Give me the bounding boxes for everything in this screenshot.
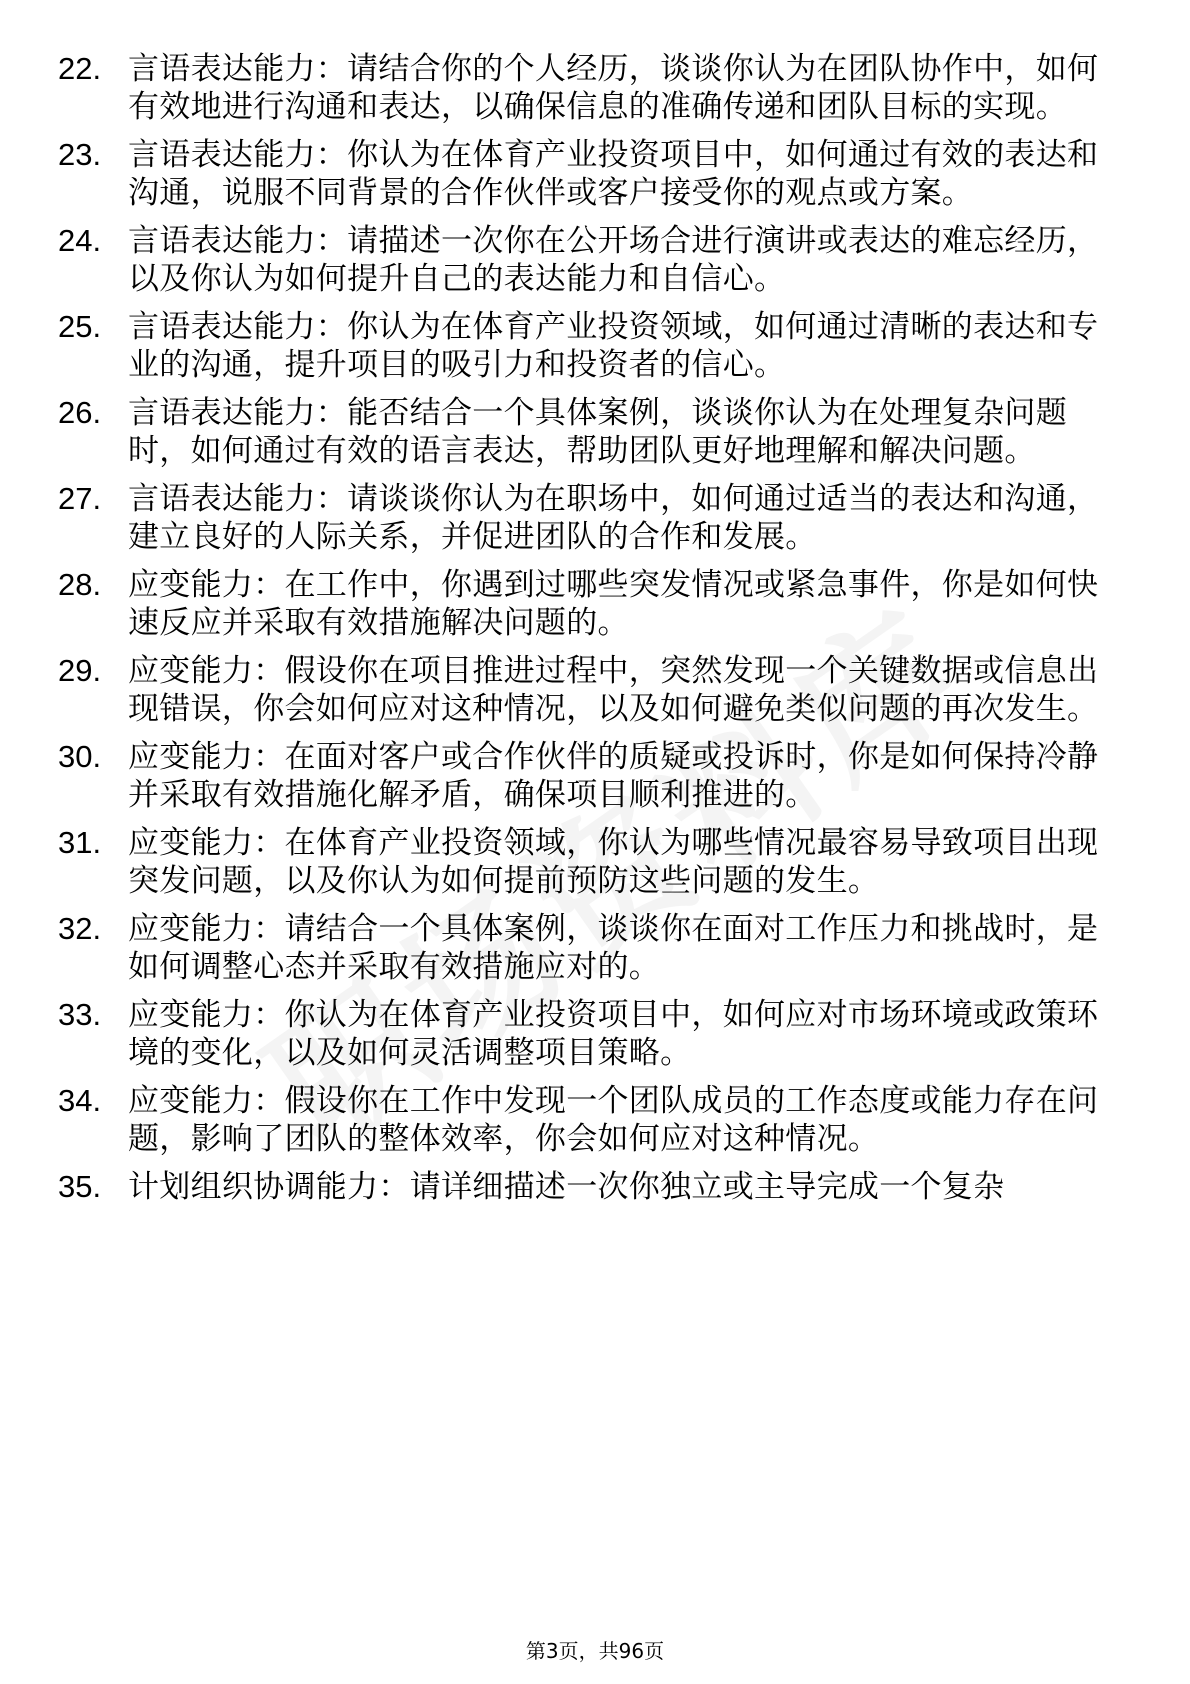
list-item [0, 394, 1190, 470]
question-number: 34. [58, 1083, 102, 1118]
question-text: 言语表达能力：能否结合一个具体案例，谈谈你认为在处理复杂问题时，如何通过有效的语言表达，帮助团队更好地理解和解决问题。 [128, 395, 1067, 469]
list-item [0, 824, 1190, 900]
question-number: 31. [58, 825, 102, 860]
question-text: 言语表达能力：请结合你的个人经历，谈谈你认为在团队协作中，如何有效地进行沟通和表达，以确保信息的准确传递和团队目标的实现。 [128, 51, 1099, 125]
question-number: 23. [58, 137, 102, 172]
question-number: 29. [58, 653, 102, 688]
question-text: 应变能力：请结合一个具体案例，谈谈你在面对工作压力和挑战时，是如何调整心态并采取有效措施应对的。 [128, 911, 1099, 985]
question-number: 27. [58, 481, 102, 516]
question-text: 应变能力：假设你在项目推进过程中，突然发现一个关键数据或信息出现错误，你会如何应对这种情况，以及如何避免类似问题的再次发生。 [128, 653, 1099, 727]
question-text: 计划组织协调能力：请详细描述一次你独立或主导完成一个复杂 [128, 1169, 1005, 1205]
question-number: 30. [58, 739, 102, 774]
question-number: 26. [58, 395, 102, 430]
question-text: 言语表达能力：请谈谈你认为在职场中，如何通过适当的表达和沟通，建立良好的人际关系，并促进团队的合作和发展。 [128, 481, 1099, 555]
page-number-footer: 第3页，共96页 [525, 1639, 665, 1663]
question-number: 28. [58, 567, 102, 602]
list-item [0, 480, 1190, 556]
list-item [0, 308, 1190, 384]
question-text: 言语表达能力：你认为在体育产业投资领域，如何通过清晰的表达和专业的沟通，提升项目的吸引力和投资者的信心。 [128, 309, 1099, 383]
list-item [0, 652, 1190, 728]
question-text: 应变能力：在面对客户或合作伙伴的质疑或投诉时，你是如何保持冷静并采取有效措施化解矛盾，确保项目顺利推进的。 [128, 739, 1099, 813]
list-item [0, 222, 1190, 298]
list-item [0, 50, 1190, 126]
question-text: 言语表达能力：你认为在体育产业投资项目中，如何通过有效的表达和沟通，说服不同背景的合作伙伴或客户接受你的观点或方案。 [128, 137, 1099, 211]
list-item [0, 910, 1190, 986]
list-item [0, 1082, 1190, 1158]
question-number: 35. [58, 1169, 102, 1204]
question-text: 应变能力：在工作中，你遇到过哪些突发情况或紧急事件，你是如何快速反应并采取有效措施解决问题的。 [128, 567, 1099, 641]
list-item [0, 566, 1190, 642]
question-list [0, 50, 1190, 1216]
question-number: 32. [58, 911, 102, 946]
question-text: 应变能力：假设你在工作中发现一个团队成员的工作态度或能力存在问题，影响了团队的整体效率，你会如何应对这种情况。 [128, 1083, 1099, 1157]
question-text: 言语表达能力：请描述一次你在公开场合进行演讲或表达的难忘经历，以及你认为如何提升自己的表达能力和自信心。 [128, 223, 1099, 297]
question-text: 应变能力：你认为在体育产业投资项目中，如何应对市场环境或政策环境的变化，以及如何灵活调整项目策略。 [128, 997, 1099, 1071]
question-number: 22. [58, 51, 102, 86]
question-text: 应变能力：在体育产业投资领域，你认为哪些情况最容易导致项目出现突发问题，以及你认为如何提前预防这些问题的发生。 [128, 825, 1099, 899]
list-item [0, 1168, 1190, 1206]
list-item [0, 136, 1190, 212]
question-number: 24. [58, 223, 102, 258]
question-number: 25. [58, 309, 102, 344]
list-item [0, 996, 1190, 1072]
question-number: 33. [58, 997, 102, 1032]
list-item [0, 738, 1190, 814]
